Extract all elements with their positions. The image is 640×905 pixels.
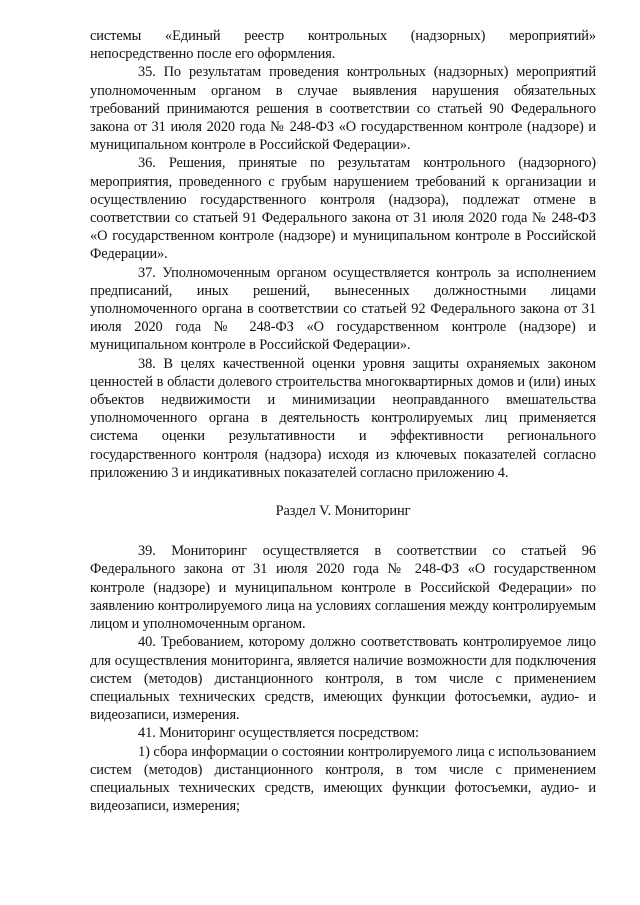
section-title: Раздел V. Мониторинг [275,503,411,520]
paragraph-p39: 39. Мониторинг осуществляется в соответствии со статьей 96 Федерального закона от 31 июля 2020 года № 248-ФЗ «О государственном контроле (надзоре) и муниципальном контроле в Российской Федерации» по заявлению контролируемого лица на условиях соглашения между контролируемым лицом и уполномоченным органом. [90,543,596,633]
paragraphs-before-section [90,27,596,482]
paragraph-p34-tail: системы «Единый реестр контрольных (надзорных) мероприятий» непосредственно после его оформления. [90,28,596,63]
paragraphs-after-section [90,542,596,815]
paragraph-p38: 38. В целях качественной оценки уровня защиты охраняемых законом ценностей в области долевого строительства многоквартирных домов и (или) иных объектов недвижимости и минимизации неоправданного вмешательства уполномоченного органа в деятельность контролируемых лиц применяется система оценки результативности и эффективности регионального государственного контроля (надзора) исходя из ключевых показателей согласно приложению 3 и индикативных показателей согласно приложению 4. [90,355,596,481]
paragraph-p40: 40. Требованием, которому должно соответствовать контролируемое лицо для осуществления мониторинга, является наличие возможности для подключения систем (методов) дистанционного контроля, в том числе с применением специальных технических средств, имеющих функции фотосъемки, аудио- и видеозаписи, измерения. [90,634,596,724]
paragraph-p41-1: 1) сбора информации о состоянии контролируемого лица с использованием систем (методов) дистанционного контроля, в том числе с применением специальных технических средств, имеющих функции фотосъемки, аудио- и видеозаписи, измерения; [90,743,596,815]
paragraph-p35: 35. По результатам проведения контрольных (надзорных) мероприятий уполномоченным органом в случае выявления нарушения обязательных требований принимаются решения в соответствии со статьей 90 Федерального закона от 31 июля 2020 года № 248-ФЗ «О государственном контроле (надзоре) и муниципальном контроле в Российской Федерации». [90,64,596,154]
document-page [90,27,596,815]
paragraph-p37: 37. Уполномоченным органом осуществляется контроль за исполнением предписаний, иных решений, вынесенных должностными лицами уполномоченного органа в соответствии со статьей 92 Федерального закона от 31 июля 2020 года № 248-ФЗ «О государственном контроле (надзоре) и муниципальном контроле в Российской Федерации». [90,264,596,354]
paragraph-p41: 41. Мониторинг осуществляется посредством: [138,725,419,742]
paragraph-p36: 36. Решения, принятые по результатам контрольного (надзорного) мероприятия, проведенного с грубым нарушением требований к организации и осуществлению государственного контроля (надзора), подлежат отмене в соответствии со статьей 91 Федерального закона от 31 июля 2020 года № 248-ФЗ «О государственном контроле (надзоре) и муниципальном контроле в Российской Федерации». [90,155,596,263]
